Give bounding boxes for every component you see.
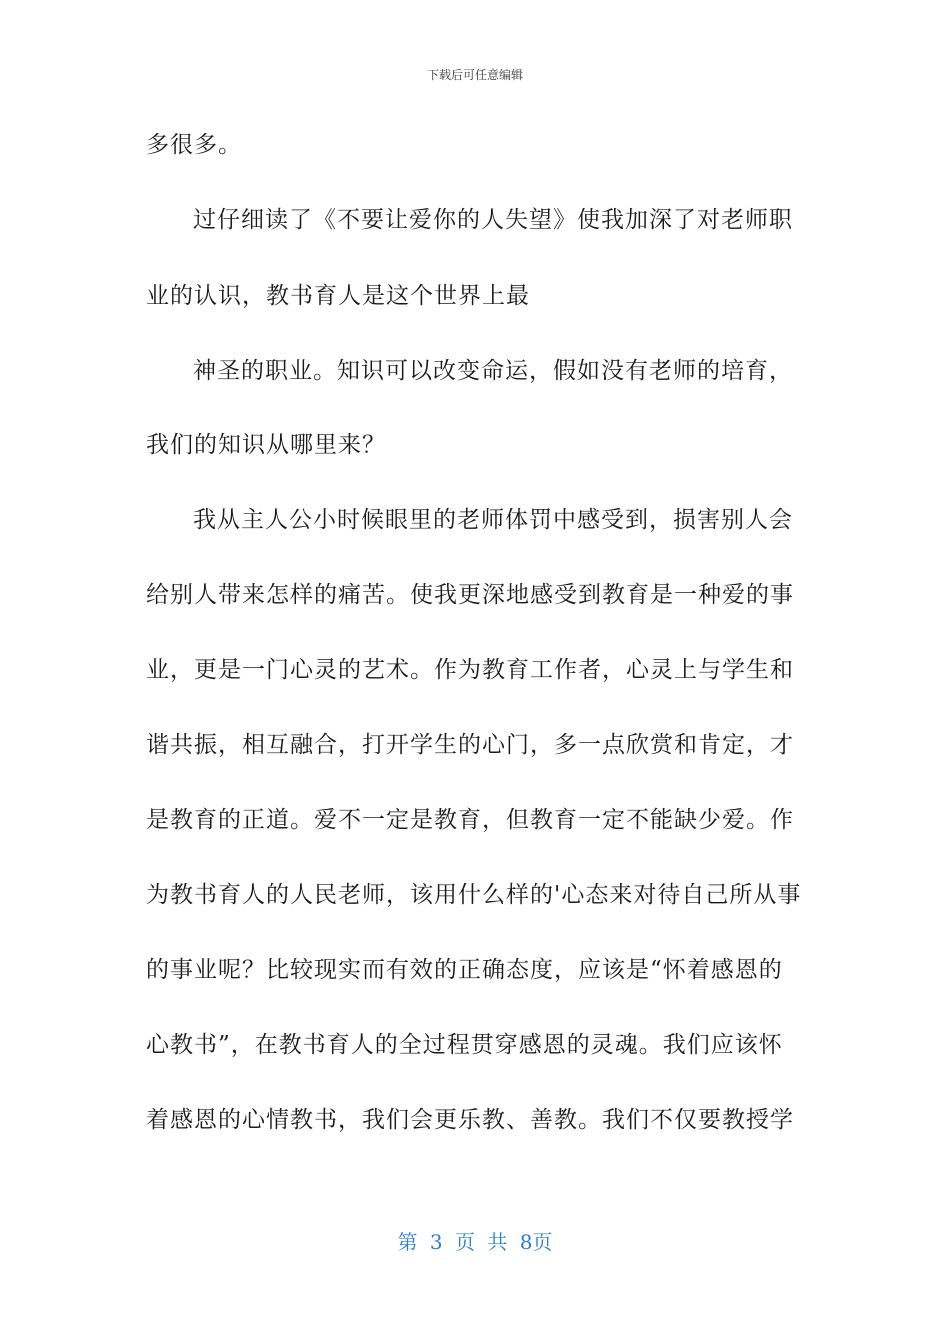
- page-header: 下载后可任意编辑: [426, 68, 523, 82]
- text-line: 心教书”，在教书育人的全过程贯穿感恩的灵魂。我们应该怀: [146, 1032, 783, 1058]
- text-line: 给别人带来怎样的痛苦。使我更深地感受到教育是一种爱的事: [146, 582, 794, 608]
- page-number-footer: 第 3 页 共 8页: [397, 1230, 553, 1254]
- text-line: 谐共振，相互融合，打开学生的心门，多一点欣赏和肯定，才: [146, 732, 794, 758]
- text-line: 过仔细读了《不要让爱你的人失望》使我加深了对老师职: [193, 207, 793, 233]
- text-line: 我从主人公小时候眼里的老师体罚中感受到，损害别人会: [193, 507, 793, 533]
- text-line: 神圣的职业。知识可以改变命运，假如没有老师的培育，: [193, 358, 793, 384]
- text-line: 业，更是一门心灵的艺术。作为教育工作者，心灵上与学生和: [146, 657, 794, 683]
- text-line: 着感恩的心情教书，我们会更乐教、善教。我们不仅要教授学: [146, 1107, 794, 1133]
- text-line: 是教育的正道。爱不一定是教育，但教育一定不能缺少爱。作: [146, 807, 794, 833]
- text-line: 的事业呢？比较现实而有效的正确态度，应该是“怀着感恩的: [146, 957, 783, 983]
- text-line: 业的认识，教书育人是这个世界上最: [146, 283, 530, 309]
- text-line: 为教书育人的人民老师，该用什么样的'心态来对待自己所从事: [146, 882, 802, 908]
- text-line: 我们的知识从哪里来？: [146, 432, 386, 458]
- text-line: 多很多。: [146, 132, 242, 158]
